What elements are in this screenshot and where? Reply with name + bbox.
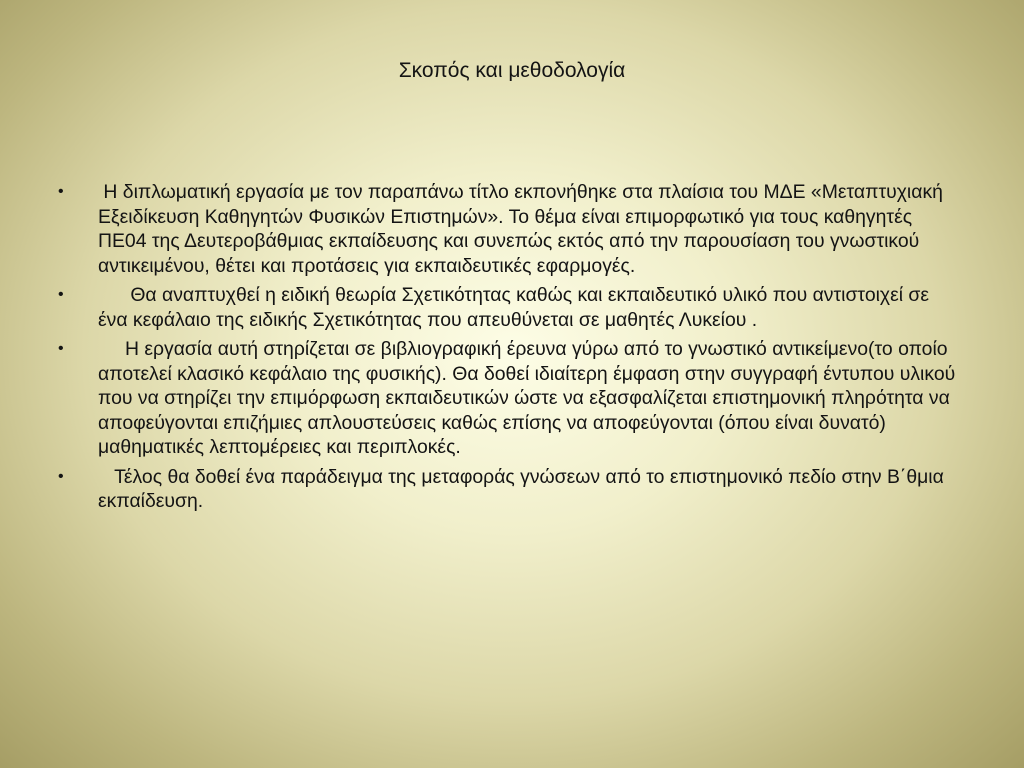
bullet-text: Η εργασία αυτή στηρίζεται σε βιβλιογραφική έρευνα γύρω από το γνωστικό αντικείμενο(το οποίο αποτελεί κλασικό κεφάλαιο της φυσικής). Θα δοθεί ιδιαίτερη έμφαση στην συγγραφή έντυπου υλικού που να στηρίζει την επιμόρφωση εκπαιδευτικών ώστε να εξασφαλίζεται επιστημονική πληρότητα να αποφεύγονται επιζήμιες απλουστεύσεις καθώς επίσης να αποφεύγονται (όπου είναι δυνατό) μαθηματικές λεπτομέρειες και περιπλοκές. — [98, 338, 961, 458]
bullet-item-2 — [58, 283, 958, 332]
bullet-text: Τέλος θα δοθεί ένα παράδειγμα της μεταφοράς γνώσεων από το επιστημονικό πεδίο στην Β΄θμια εκπαίδευση. — [98, 465, 950, 512]
bullet-item-3 — [58, 337, 961, 460]
slide-title: Σκοπός και μεθοδολογία — [398, 59, 626, 82]
bullet-icon: • — [58, 467, 64, 485]
bullet-item-4 — [58, 465, 958, 514]
bullet-text: Θα αναπτυχθεί η ειδική θεωρία Σχετικότητας καθώς και εκπαιδευτικό υλικό που αντιστοιχεί σε ένα κεφάλαιο της ειδικής Σχετικότητας που απευθύνεται σε μαθητές Λυκείου . — [98, 284, 935, 331]
bullet-text: Η διπλωματική εργασία με τον παραπάνω τίτλο εκπονήθηκε στα πλαίσια του ΜΔΕ «Μεταπτυχιακή Εξειδίκευση Καθηγητών Φυσικών Επιστημών». Το θέμα είναι επιμορφωτικό για τους καθηγητές ΠΕ04 της Δευτεροβάθμιας εκπαίδευσης και συνεπώς εκτός από την παρουσίαση του γνωστικού αντικειμένου, θέτει και προτάσεις για εκπαιδευτικές εφαρμογές. — [98, 181, 949, 277]
bullet-icon: • — [58, 183, 64, 200]
bullet-icon: • — [58, 286, 64, 303]
bullet-item-1 — [58, 180, 958, 278]
bullet-icon: • — [58, 340, 64, 357]
bullet-list — [58, 180, 961, 519]
